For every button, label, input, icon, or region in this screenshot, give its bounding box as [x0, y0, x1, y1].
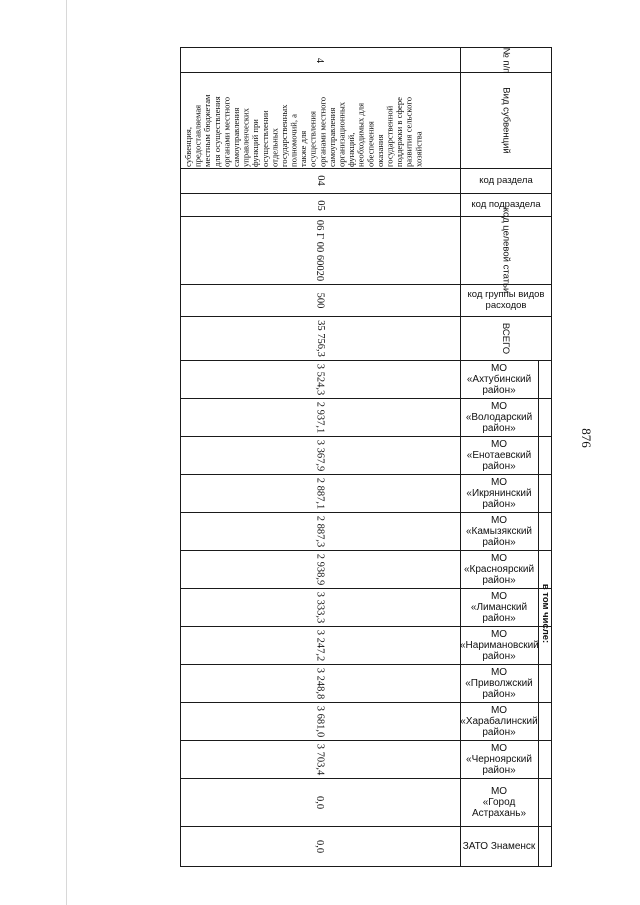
municipality-name-line: МО — [490, 785, 508, 797]
header-subsection-code: код подраздела — [471, 199, 541, 210]
subsidy-description-line: осуществлении — [259, 110, 270, 167]
municipality-name-line: «Ахтубинский — [466, 373, 532, 385]
header-including: в том числе: — [538, 360, 553, 867]
municipality-name-line: «Красноярский — [463, 563, 535, 575]
municipality-name-line: МО — [490, 476, 508, 488]
municipality-name-line: МО — [490, 362, 508, 374]
municipality-name — [460, 512, 538, 550]
municipality-name-line: «Приволжский — [465, 677, 533, 689]
subsidy-description-line: местным бюджетам — [202, 94, 213, 167]
municipality-value-text: 2 887,1 — [314, 477, 326, 509]
municipality-name — [460, 588, 538, 626]
municipality-value — [306, 398, 334, 436]
municipality-value — [306, 436, 334, 474]
municipality-name — [460, 626, 538, 664]
municipality-name — [460, 360, 538, 398]
header-expense-group-code: код группы видов расходов — [467, 289, 545, 311]
subsidy-description-line: самоуправления — [326, 107, 337, 167]
subsidy-description-line: оказания — [374, 134, 385, 167]
subsection-code-value: 05 — [314, 199, 326, 211]
municipality-value-text: 3 333,3 — [314, 591, 326, 623]
municipality-name-line: МО — [490, 400, 508, 412]
municipality-value-text: 3 248,8 — [314, 667, 326, 699]
municipality-value-text: 3 247,2 — [314, 629, 326, 661]
municipality-value-text: 2 887,3 — [314, 515, 326, 547]
municipality-name-line: МО — [490, 514, 508, 526]
subsidy-description — [184, 55, 456, 167]
subsidy-description-line: предоставляемая — [192, 104, 203, 167]
municipality-name-line: «Харабалинский — [460, 715, 538, 727]
municipality-name-line: МО — [490, 666, 508, 678]
header-subsidy-type: Вид субвенций — [500, 87, 512, 154]
page-number: 876 — [579, 428, 594, 448]
subsidy-description-line: необходимых для — [355, 102, 366, 167]
municipality-name-line: МО — [490, 628, 508, 640]
target-item-code-value: 06 Г 00 60020 — [314, 219, 326, 281]
municipality-name — [460, 550, 538, 588]
municipality-name — [460, 740, 538, 778]
municipality-value — [306, 826, 334, 867]
municipality-name-line: Астрахань» — [471, 807, 527, 819]
municipality-name-line: «Енотаевский — [466, 449, 532, 461]
municipality-name-line: район» — [482, 460, 516, 472]
subsidy-description-line: управленческих — [240, 108, 251, 167]
municipality-name-line: «Черноярский — [466, 753, 532, 765]
municipality-name — [460, 778, 538, 826]
municipality-name — [460, 826, 538, 867]
subsidy-description-line: осуществления — [307, 111, 318, 167]
municipality-name-line: «Икрянинский — [466, 487, 532, 499]
municipality-name-line: район» — [482, 688, 516, 700]
municipality-name-line: район» — [482, 536, 516, 548]
municipality-value — [306, 740, 334, 778]
municipality-name — [460, 398, 538, 436]
municipality-value-text: 3 703,4 — [314, 743, 326, 775]
subsidy-description-line: органами местного — [317, 96, 328, 167]
municipality-name-line: район» — [482, 498, 516, 510]
subsidy-description-line: отдельных — [269, 128, 280, 167]
subsidy-description-line: органами местного — [221, 96, 232, 167]
subsidy-description-line: субвенция, — [183, 127, 193, 167]
header-section-code: код раздела — [479, 175, 533, 186]
subsidy-description-line: также для — [298, 130, 309, 167]
municipality-name — [460, 436, 538, 474]
municipality-value-text: 2 938,9 — [314, 553, 326, 585]
binding-margin-line — [66, 0, 67, 905]
subsidy-description-line: поддержки в сфере — [394, 97, 405, 167]
municipality-name-line: МО — [490, 704, 508, 716]
municipality-name-line: МО — [490, 552, 508, 564]
section-code-value: 04 — [314, 174, 326, 186]
expense-group-code-value: 500 — [314, 292, 326, 308]
municipality-name-line: ЗАТО Знаменск — [462, 841, 536, 852]
subsidy-description-line: полномочий, а — [288, 114, 299, 167]
municipality-value — [306, 512, 334, 550]
municipality-name-line: МО — [490, 438, 508, 450]
municipality-value-text: 0,0 — [314, 839, 326, 854]
municipality-name-line: «Лиманский — [470, 601, 528, 613]
subsidy-description-line: организационных — [336, 101, 347, 167]
header-target-item-code: код целевой статьи — [500, 207, 512, 293]
subsidy-description-line: обеспечения — [365, 121, 376, 167]
municipality-value — [306, 664, 334, 702]
municipality-name-line: «Город — [482, 796, 516, 808]
municipality-value — [306, 702, 334, 740]
subsidy-description-line: функций, — [346, 132, 357, 167]
municipality-name-line: «Камызякский — [465, 525, 533, 537]
row-number: 4 — [314, 57, 326, 63]
municipality-name-line: МО — [490, 742, 508, 754]
municipality-name-line: район» — [482, 574, 516, 586]
municipality-value — [306, 626, 334, 664]
municipality-value — [306, 550, 334, 588]
subsidy-description-line: функций при — [250, 119, 261, 167]
municipality-name-line: МО — [490, 590, 508, 602]
municipality-name-line: район» — [482, 650, 516, 662]
subsidy-description-line: государственных — [278, 104, 289, 167]
municipality-name-line: район» — [482, 422, 516, 434]
municipality-value — [306, 588, 334, 626]
municipality-name-line: район» — [482, 764, 516, 776]
subsidy-description-line: хозяйства — [413, 131, 424, 167]
header-total: ВСЕГО — [500, 322, 512, 354]
municipality-value — [306, 474, 334, 512]
municipality-name — [460, 702, 538, 740]
municipality-name — [460, 664, 538, 702]
subsidy-description-line: самоуправления — [230, 107, 241, 167]
municipality-name — [460, 474, 538, 512]
municipality-value-text: 2 937,1 — [314, 401, 326, 433]
municipality-value-text: 3 524,3 — [314, 363, 326, 395]
municipality-value-text: 3 681,0 — [314, 705, 326, 737]
municipality-name-line: район» — [482, 612, 516, 624]
municipality-value-text: 3 367,9 — [314, 439, 326, 471]
municipality-value — [306, 360, 334, 398]
subsidy-description-line: для осуществления — [211, 96, 222, 167]
total-value: 35 756,3 — [314, 319, 326, 357]
municipality-value-text: 0,0 — [314, 795, 326, 809]
subsidy-description-line: развития сельского — [403, 96, 414, 167]
municipality-name-line: «Володарский — [465, 411, 533, 423]
municipality-name-line: район» — [482, 384, 516, 396]
header-no: № п/п — [500, 47, 512, 73]
municipality-name-line: «Наримановский — [460, 639, 539, 651]
municipality-value — [306, 778, 334, 826]
subsidy-description-line: государственной — [384, 105, 395, 167]
municipality-name-line: район» — [482, 726, 516, 738]
